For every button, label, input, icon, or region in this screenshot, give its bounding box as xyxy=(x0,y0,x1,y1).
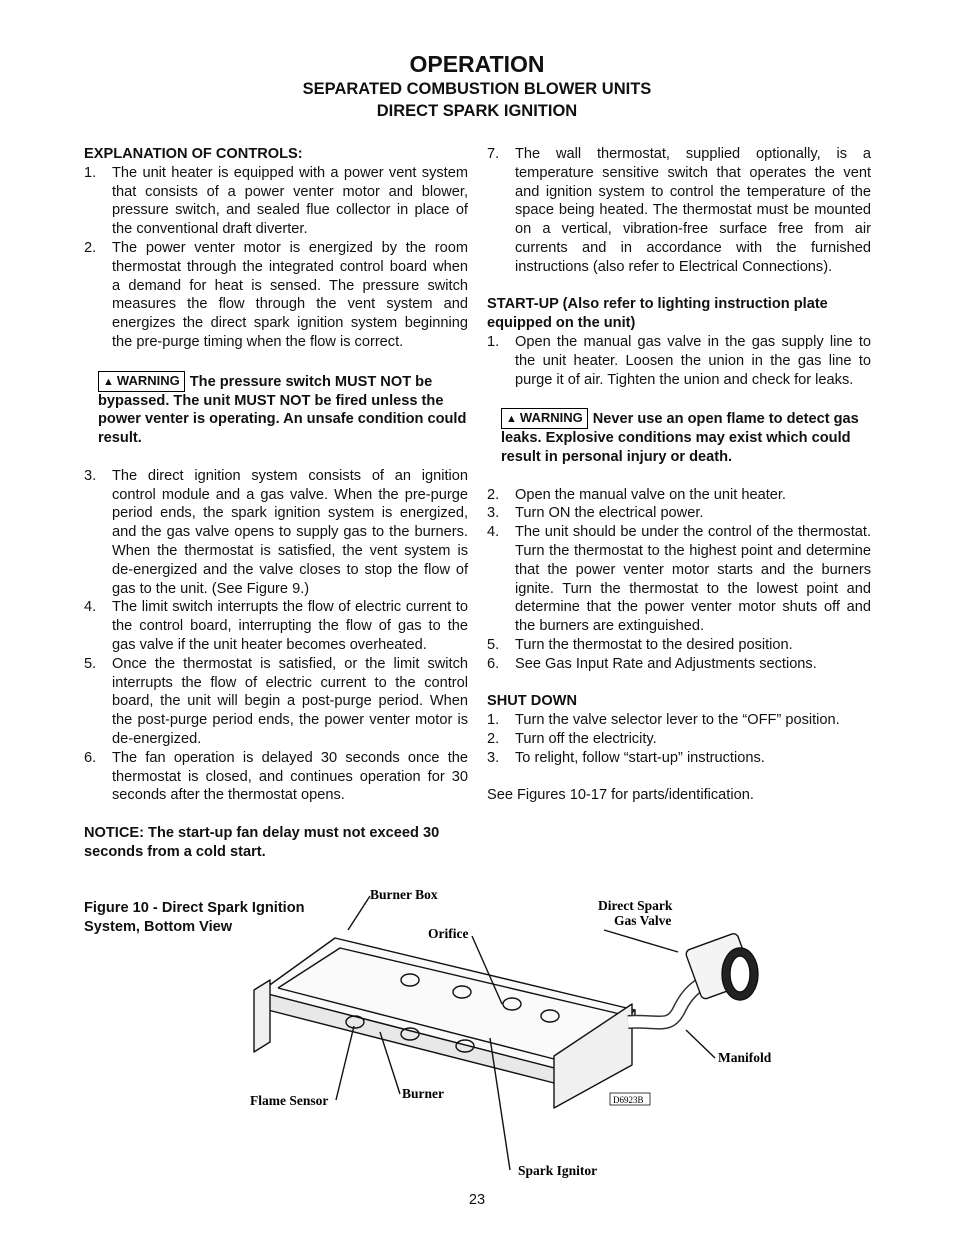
item-text: See Gas Input Rate and Adjustments sections. xyxy=(515,655,817,672)
left-column xyxy=(84,145,468,861)
item-number: 5. xyxy=(487,636,500,653)
list-item xyxy=(84,239,468,352)
see-figures-note: See Figures 10-17 for parts/identification. xyxy=(487,787,754,804)
item-number: 2. xyxy=(84,239,97,256)
label-gas-valve-2: Gas Valve xyxy=(614,913,672,928)
item-number: 4. xyxy=(487,524,500,541)
list-item xyxy=(84,467,468,599)
item-text: Turn off the electricity. xyxy=(515,730,657,747)
item-text: The fan operation is delayed 30 seconds once the thermostat is closed, and continues operation for 30 seconds after the thermostat opens. xyxy=(112,749,468,804)
label-burner: Burner xyxy=(402,1086,444,1101)
startup-list-a xyxy=(487,333,871,389)
item-text: The power venter motor is energized by the room thermostat through the integrated control board when a demand for heat is sensed. The pressure switch measures the flow through the vent system and energizes the direct spark ignition system beginning the pre-purge timing when the flow is correct. xyxy=(112,239,468,350)
warning-text: The pressure switch MUST NOT be bypassed. The unit MUST NOT be fired unless the power venter is operating. An unsafe condition could result. xyxy=(98,373,467,447)
label-gas-valve-1: Direct Spark xyxy=(598,898,673,913)
item-text: Open the manual gas valve in the gas supply line to the unit heater. Loosen the union in the gas line to purge it of air. Tighten the union and check for leaks. xyxy=(515,333,871,388)
list-item xyxy=(487,655,871,674)
warning-open-flame xyxy=(487,408,871,467)
figure-caption: Figure 10 - Direct Spark Ignition System, Bottom View xyxy=(84,900,305,935)
item-number: 2. xyxy=(487,730,500,747)
item-number: 5. xyxy=(84,655,97,672)
item-text: The limit switch interrupts the flow of electric current to the control board, interrupting the flow of gas to the gas valve if the unit heater becomes overheated. xyxy=(112,599,468,653)
item-number: 6. xyxy=(487,655,500,672)
shutdown-list xyxy=(487,711,871,767)
explanation-heading: EXPLANATION OF CONTROLS: xyxy=(84,146,303,162)
item-number: 3. xyxy=(84,467,97,484)
page-subtitle-2: DIRECT SPARK IGNITION xyxy=(376,102,578,120)
label-burner-box: Burner Box xyxy=(370,887,438,902)
item-number: 3. xyxy=(487,505,500,522)
list-item xyxy=(487,749,871,768)
label-flame-sensor: Flame Sensor xyxy=(250,1093,329,1108)
list-item xyxy=(84,655,468,749)
startup-list-b xyxy=(487,486,871,674)
list-item xyxy=(487,145,871,277)
list-item xyxy=(84,164,468,239)
item-text: The unit heater is equipped with a power vent system that consists of a power venter motor and blower, pressure switch, and sealed flue collector in place of the conventional draft diverter. xyxy=(112,164,468,238)
item-number: 2. xyxy=(487,486,500,503)
warning-triangle-icon: ▲ xyxy=(506,413,517,426)
page-subtitle-1: SEPARATED COMBUSTION BLOWER UNITS xyxy=(302,80,652,98)
notice-fan-delay: NOTICE: The start-up fan delay must not exceed 30 seconds from a cold start. xyxy=(84,824,440,860)
item-number: 3. xyxy=(487,749,500,766)
list-item xyxy=(487,730,871,749)
warning-text: Never use an open flame to detect gas leaks. Explosive conditions may exist which could result in personal injury or death. xyxy=(501,411,859,465)
item-text: Open the manual valve on the unit heater. xyxy=(515,486,786,503)
warning-triangle-icon: ▲ xyxy=(103,375,114,388)
item-text: The unit should be under the control of the thermostat. Turn the thermostat to the highest point and determine that the power venter motor starts and the burners ignite. Turn the thermostat to the lowest point and determine that the power venter motor shuts off and the burners are extinguished. xyxy=(515,524,871,635)
list-item xyxy=(487,523,871,636)
page-number: 23 xyxy=(468,1192,486,1208)
item-text: The wall thermostat, supplied optionally, is a temperature sensitive switch that operates the vent and ignition system to control the temperature of the space being heated. The thermostat must be mounted on a vertical, vibration-free surface free from air currents and in accordance with the furnished instructions (also refer to Electrical Connections). xyxy=(515,146,871,275)
right-column xyxy=(487,145,871,805)
warning-pressure-switch xyxy=(84,371,468,448)
item-number: 1. xyxy=(487,712,500,729)
list-item xyxy=(487,333,871,389)
list-item xyxy=(487,711,871,730)
warning-badge-label: WARNING xyxy=(116,372,180,388)
label-drawing-number: D6923B xyxy=(613,1095,644,1105)
item-text: To relight, follow “start-up” instructions. xyxy=(515,749,765,766)
item-number: 1. xyxy=(487,333,500,350)
controls-list-c xyxy=(487,145,871,277)
list-item xyxy=(487,486,871,505)
warning-badge-label: WARNING xyxy=(519,410,583,426)
item-number: 4. xyxy=(84,599,97,616)
item-number: 6. xyxy=(84,749,97,766)
warning-badge xyxy=(98,371,185,392)
item-number: 1. xyxy=(84,164,97,181)
startup-heading: START-UP (Also refer to lighting instruction plate equipped on the unit) xyxy=(487,296,828,332)
item-text: Turn the valve selector lever to the “OFF” position. xyxy=(515,712,840,729)
item-text: Turn ON the electrical power. xyxy=(515,505,704,522)
item-text: The direct ignition system consists of an ignition control module and a gas valve. When the pre-purge period ends, the spark ignition system is energized, and the gas valve opens to supply gas to the burners. When the thermostat is satisfied, the vent system is de-energized and the valve closes to stop the flow of gas to the unit. (See Figure 9.) xyxy=(112,467,468,597)
label-orifice: Orifice xyxy=(428,926,469,941)
item-number: 7. xyxy=(487,146,500,162)
label-manifold: Manifold xyxy=(718,1050,772,1065)
page-title: OPERATION xyxy=(409,51,545,77)
controls-list-b xyxy=(84,467,468,805)
list-item xyxy=(487,504,871,523)
list-item xyxy=(84,598,468,654)
ignition-system-diagram xyxy=(240,880,800,1185)
item-text: Once the thermostat is satisfied, or the limit switch interrupts the flow of electric current to the control board, the unit will begin a post-purge period. When the post-purge period ends, the power venter motor is de-energized. xyxy=(112,655,468,747)
label-spark-ignitor: Spark Ignitor xyxy=(518,1163,598,1178)
warning-badge xyxy=(501,408,588,429)
list-item xyxy=(84,749,468,805)
controls-list-a xyxy=(84,164,468,352)
item-text: Turn the thermostat to the desired position. xyxy=(515,636,793,653)
list-item xyxy=(487,636,871,655)
shutdown-heading: SHUT DOWN xyxy=(487,693,577,710)
